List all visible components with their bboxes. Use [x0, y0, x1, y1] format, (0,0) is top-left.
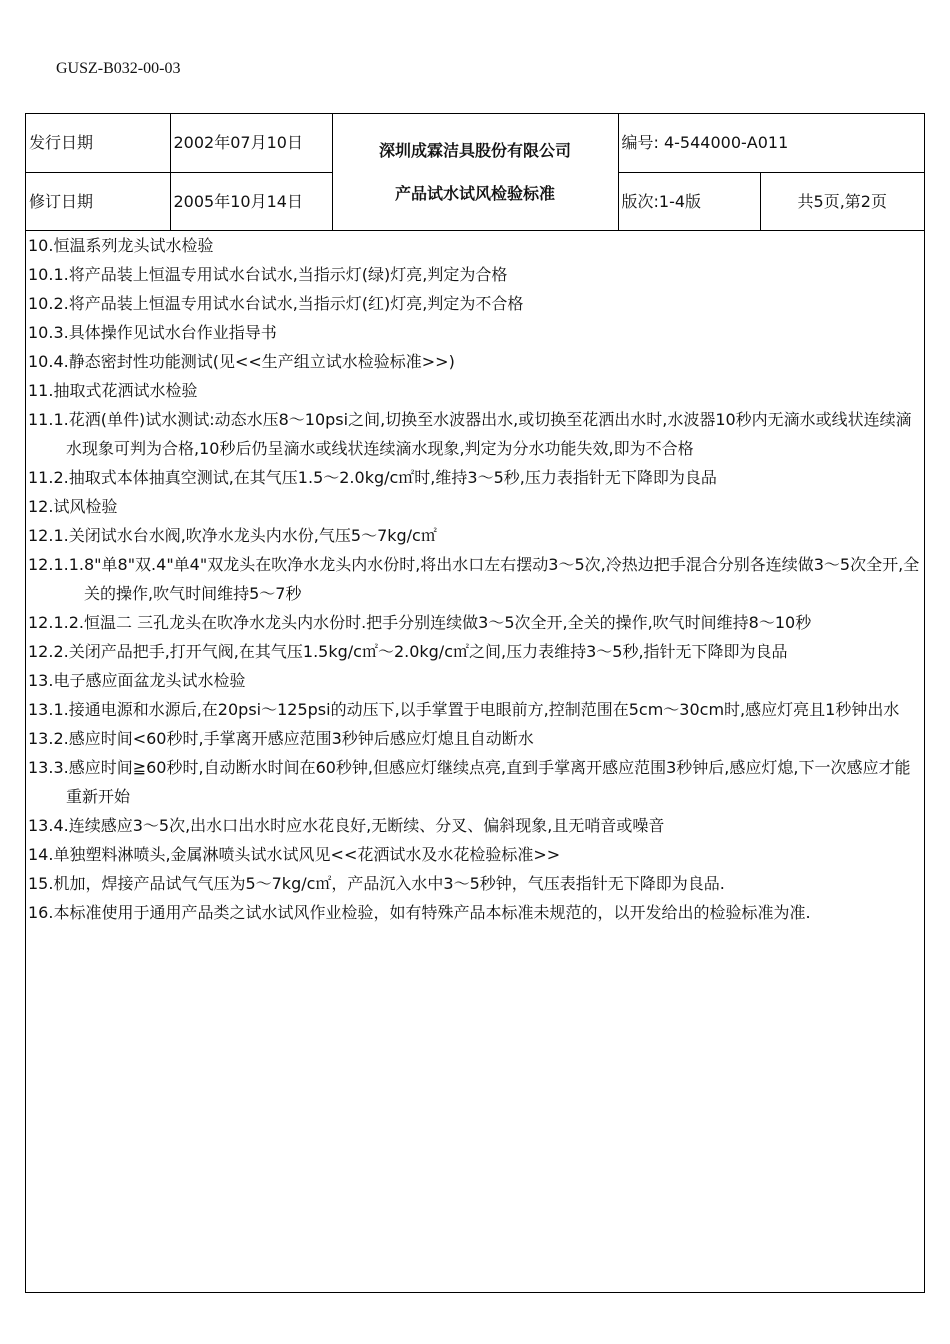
paragraph: 13.4.连续感应3～5次,出水口出水时应水花良好,无断续、分叉、偏斜现象,且无哨音或噪音: [28, 816, 665, 835]
paragraph: 11.抽取式花洒试水检验: [28, 381, 198, 400]
paragraph: 12.试风检验: [28, 497, 118, 516]
paragraph: 10.1.将产品装上恒温专用试水台试水,当指示灯(绿)灯亮,判定为合格: [28, 265, 508, 284]
paragraph: 10.3.具体操作见试水台作业指导书: [28, 323, 277, 342]
document-frame: [25, 113, 925, 1293]
paragraph: 15.机加，焊接产品试气气压为5～7kg/c㎡，产品沉入水中3～5秒钟，气压表指针无下降即为良品.: [28, 874, 725, 893]
page-indicator: 共5页,第2页: [760, 172, 924, 230]
issue-date-label: 发行日期: [26, 114, 170, 172]
paragraph: 10.恒温系列龙头试水检验: [28, 236, 214, 255]
issue-date-value: 2002年07月10日: [170, 114, 332, 172]
title-cell: [332, 114, 618, 230]
document-body: [28, 231, 922, 927]
paragraph: 12.2.关闭产品把手,打开气阀,在其气压1.5kg/c㎡～2.0kg/c㎡之间,压力表维持3～5秒,指针无下降即为良品: [28, 642, 788, 661]
paragraph: 12.1.2.恒温二 三孔龙头在吹净水龙头内水份时.把手分别连续做3～5次全开,全关的操作,吹气时间维持8～10秒: [28, 613, 812, 632]
document-code: GUSZ-B032-00-03: [56, 60, 181, 77]
paragraph: 13.1.接通电源和水源后,在20psi～125psi的动压下,以手掌置于电眼前方,控制范围在5cm～30cm时,感应灯亮且1秒钟出水: [28, 700, 900, 719]
revise-date-value: 2005年10月14日: [170, 172, 332, 230]
revise-date-label: 修订日期: [26, 172, 170, 230]
paragraph: 16.本标准使用于通用产品类之试水试风作业检验，如有特殊产品本标准未规范的，以开发给出的检验标准为准.: [28, 903, 811, 922]
paragraph: 12.1.1.8"单8"双.4"单4"双龙头在吹净水龙头内水份时,将出水口左右摆动3～5次,冷热边把手混合分别各连续做3～5次全开,全关的操作,吹气时间维持5～7秒: [28, 555, 920, 603]
paragraph: 13.3.感应时间≧60秒时,自动断水时间在60秒钟,但感应灯继续点亮,直到手掌离开感应范围3秒钟后,感应灯熄,下一次感应才能重新开始: [28, 758, 911, 806]
paragraph: 14.单独塑料淋喷头,金属淋喷头试水试风见<<花洒试水及水花检验标准>>: [28, 845, 561, 864]
paragraph: 11.1.花洒(单件)试水测试:动态水压8～10psi之间,切换至水波器出水,或切换至花洒出水时,水波器10秒内无滴水或线状连续滴水现象可判为合格,10秒后仍呈滴水或线状连续滴水现象,判定为分水功能失效,即为不合格: [28, 410, 912, 458]
standard-title: 产品试水试风检验标准: [394, 183, 555, 203]
document-number: 编号: 4-544000-A011: [618, 114, 924, 172]
company-name: 深圳成霖洁具股份有限公司: [378, 140, 571, 160]
paragraph: 12.1.关闭试水台水阀,吹净水龙头内水份,气压5～7kg/c㎡: [28, 526, 437, 545]
version-number: 版次:1-4版: [618, 172, 760, 230]
paragraph: 11.2.抽取式本体抽真空测试,在其气压1.5～2.0kg/c㎡时,维持3～5秒,压力表指针无下降即为良品: [28, 468, 717, 487]
paragraph: 13.电子感应面盆龙头试水检验: [28, 671, 246, 690]
paragraph: 10.4.静态密封性功能测试(见<<生产组立试水检验标准>>): [28, 352, 455, 371]
paragraph: 10.2.将产品装上恒温专用试水台试水,当指示灯(红)灯亮,判定为不合格: [28, 294, 524, 313]
paragraph: 13.2.感应时间<60秒时,手掌离开感应范围3秒钟后感应灯熄且自动断水: [28, 729, 534, 748]
header-table: [26, 114, 924, 231]
